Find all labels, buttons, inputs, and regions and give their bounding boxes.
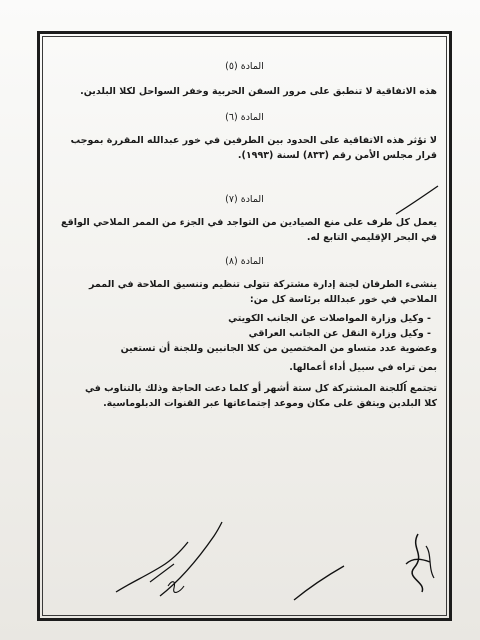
article-5 [52, 60, 437, 99]
article-heading: المادة (٨) [225, 256, 264, 267]
article-text: قرار مجلس الأمن رقم (٨٣٣) لسنة (١٩٩٣). [237, 150, 437, 161]
pen-mark-small [398, 378, 410, 388]
pen-mark-bottom-center [290, 560, 350, 605]
article-heading: المادة (٥) [225, 61, 264, 72]
article-heading: المادة (٦) [225, 112, 264, 123]
article-text: كلا البلدين ويتفق على مكان وموعد إجتماعاتها عبر القنوات الدبلوماسية. [103, 398, 437, 409]
article-text: الملاحي في خور عبدالله برئاسة كل من: [249, 294, 437, 305]
article-6 [52, 111, 437, 163]
article-text: تجتمع اللجنة المشتركة كل ستة أشهر أو كلما دعت الحاجة وذلك بالتناوب في [85, 383, 437, 394]
article-text: يعمل كل طرف على منع الصيادين من التواجد في الجزء من الممر الملاحي الواقع [61, 217, 437, 228]
article-text: هذه الاتفاقية لا تنطبق على مرور السفن الحربية وخفر السواحل لكلا البلدين. [80, 86, 437, 97]
article-text: ينشىء الطرفان لجنة إدارة مشتركة تتولى تنظيم وتنسيق الملاحة في الممر [88, 279, 437, 290]
list-item: - وكيل وزارة المواصلات عن الجانب الكويتي [228, 313, 431, 324]
article-text: وعضوية عدد متساو من المختصين من كلا الجانبين وللجنة أن تستعين [120, 343, 437, 354]
signature-left [110, 512, 230, 602]
article-text: لا تؤثر هذه الاتفاقية على الحدود بين الطرفين في خور عبدالله المقررة بموجب [70, 135, 437, 146]
article-text: في البحر الإقليمي التابع له. [306, 232, 437, 243]
list-item: - وكيل وزارة النقل عن الجانب العراقي [248, 328, 431, 339]
article-7 [52, 193, 437, 245]
pen-mark-top-right [392, 180, 442, 220]
document-body [52, 60, 437, 411]
article-8 [52, 255, 437, 411]
signature-right [396, 528, 446, 598]
article-heading: المادة (٧) [225, 194, 264, 205]
article-text: بمن تراه في سبيل أداء أعمالها. [289, 362, 437, 373]
